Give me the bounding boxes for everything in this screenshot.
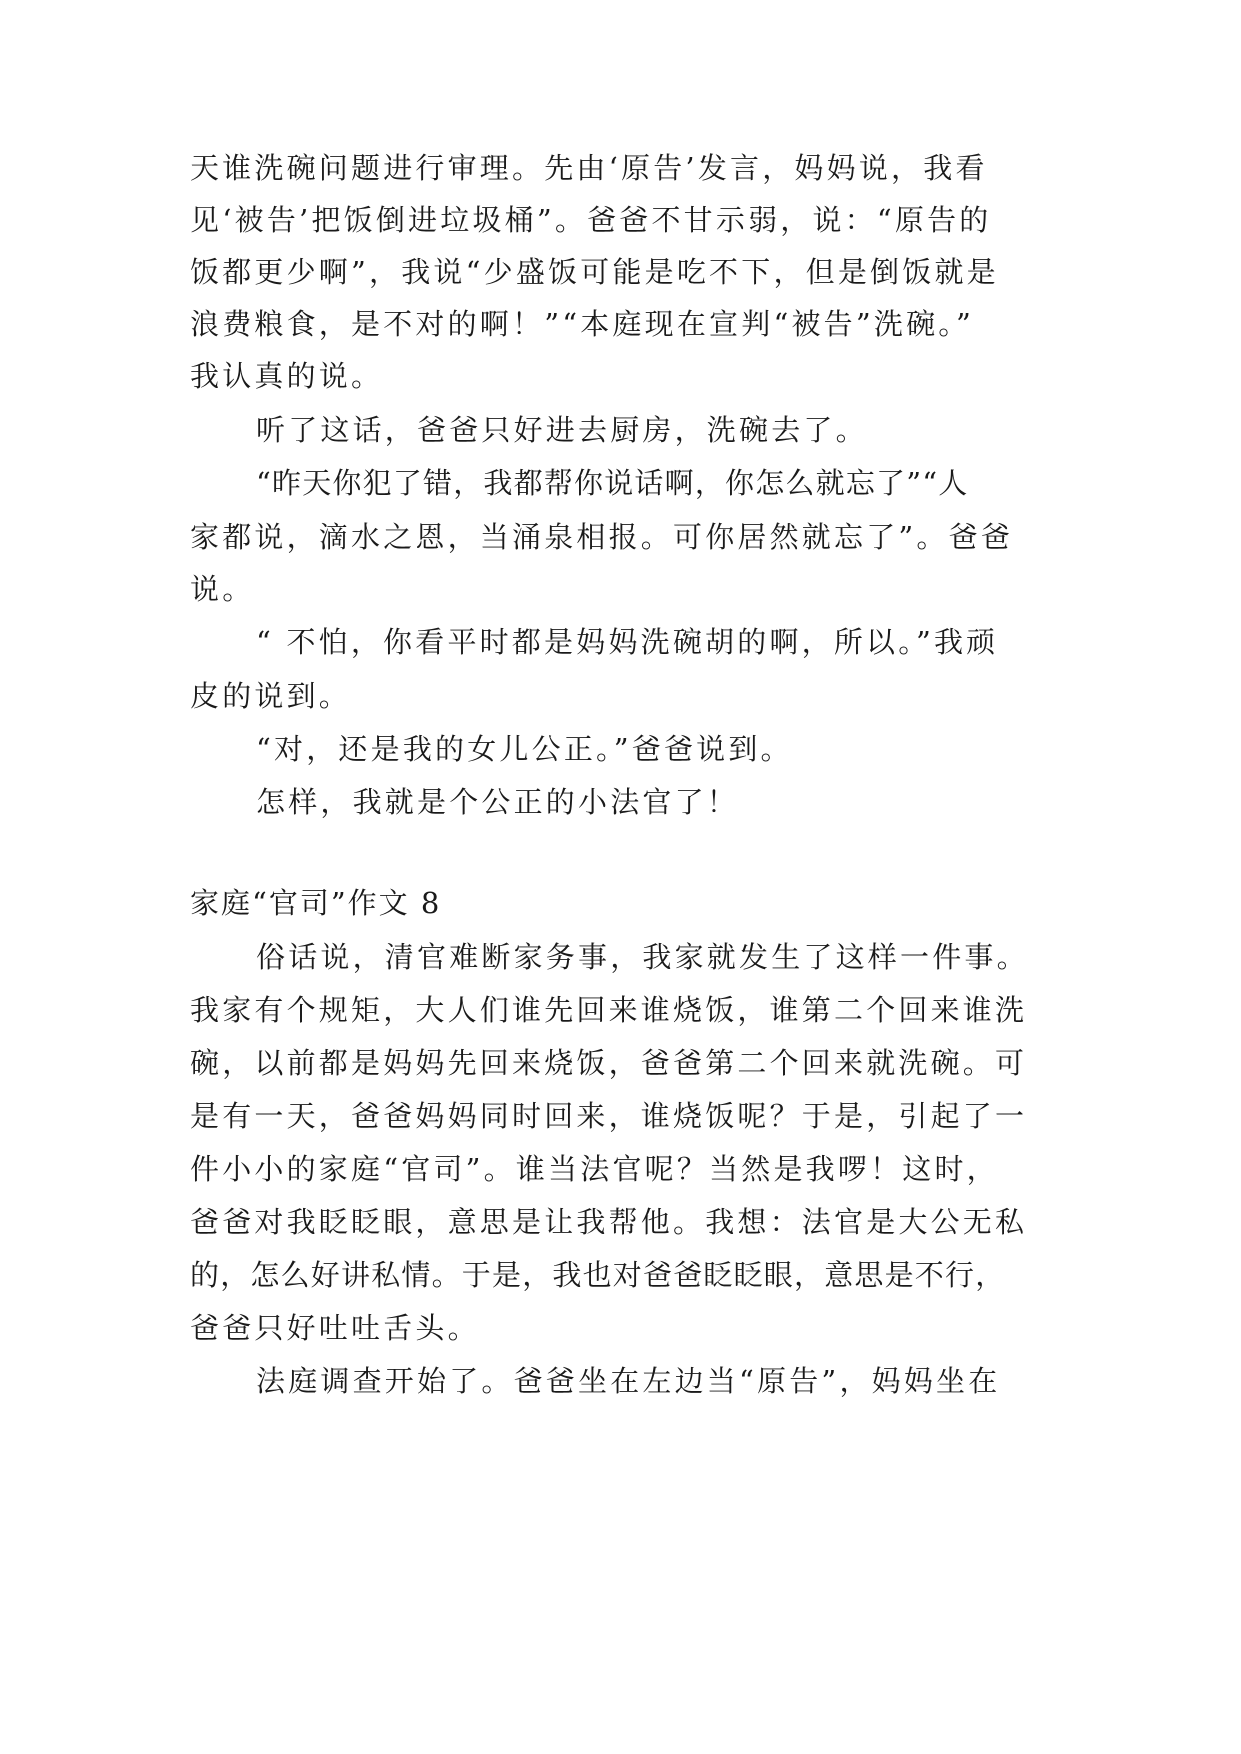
paragraph-line: 家都说，滴水之恩，当涌泉相报。可你居然就忘了”。爸爸 [190,520,1014,554]
paragraph-line: 浪费粮食，是不对的啊！”“本庭现在宣判“被告”洗碗。” [190,307,975,341]
paragraph-line: 俗话说，清官难断家务事，我家就发生了这样一件事。 [256,940,1029,974]
paragraph-line: 我认真的说。 [190,359,384,393]
paragraph-line: 碗，以前都是妈妈先回来烧饭，爸爸第二个回来就洗碗。可 [190,1046,1028,1080]
paragraph-line: 爸爸对我眨眨眼，意思是让我帮他。我想：法官是大公无私 [190,1205,1028,1239]
paragraph-line: 我家有个规矩，大人们谁先回来谁烧饭，谁第二个回来谁洗 [190,993,1028,1027]
paragraph-line: 件小小的家庭“官司”。谁当法官呢？当然是我啰！这时， [190,1152,999,1186]
paragraph: 法庭调查开始了。爸爸坐在左边当“原告”，妈妈坐在 [256,1364,1001,1398]
paragraph-line: 说。 [190,572,255,606]
paragraph-line: 爸爸只好吐吐舌头。 [190,1311,480,1345]
paragraph: “对，还是我的女儿公正。”爸爸说到。 [256,732,793,766]
paragraph: 怎样，我就是个公正的小法官了！ [256,785,740,819]
paragraph-line: 饭都更少啊”，我说“少盛饭可能是吃不下，但是倒饭就是 [190,255,999,289]
paragraph-line: “昨天你犯了错，我都帮你说话啊，你怎么就忘了”“人 [256,466,969,500]
paragraph-line: 皮的说到。 [190,679,352,713]
paragraph-line: 天谁洗碗问题进行审理。先由‘原告’发言，妈妈说，我看 [190,151,988,185]
paragraph-line: 是有一天，爸爸妈妈同时回来，谁烧饭呢？于是，引起了一 [190,1099,1028,1133]
paragraph-line: 见‘被告’把饭倒进垃圾桶”。爸爸不甘示弱，说：“原告的 [190,203,992,237]
paragraph-line: “ 不怕，你看平时都是妈妈洗碗胡的啊，所以。”我顽 [256,625,999,659]
paragraph: 听了这话，爸爸只好进去厨房，洗碗去了。 [256,413,868,447]
essay-title: 家庭“官司”作文 8 [190,886,442,920]
paragraph-line: 的，怎么好讲私情。于是，我也对爸爸眨眨眼，意思是不行， [190,1258,1006,1292]
